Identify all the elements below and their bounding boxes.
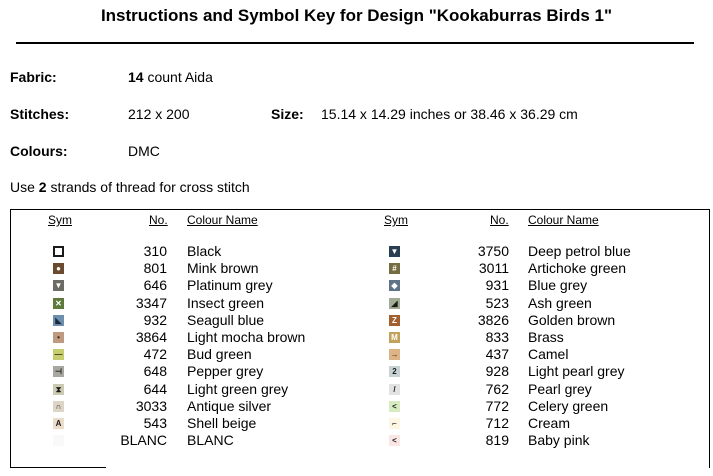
corner-icon: ⌐ bbox=[389, 418, 400, 429]
colour-number: 523 bbox=[485, 295, 509, 311]
strands-post: strands of thread for cross stitch bbox=[46, 179, 250, 195]
header-name-left: Colour Name bbox=[187, 213, 258, 227]
colour-number: 3033 bbox=[135, 398, 167, 414]
hourglass-icon: ⧗ bbox=[53, 384, 64, 395]
triangle-down-icon: ▼ bbox=[390, 247, 399, 256]
corner-triangle-icon: ◢ bbox=[389, 298, 400, 309]
colour-number: 712 bbox=[485, 415, 509, 431]
circle-icon: ● bbox=[53, 263, 64, 274]
colour-name: Golden brown bbox=[528, 312, 616, 328]
colour-number: BLANC bbox=[120, 432, 167, 448]
colour-name: Shell beige bbox=[187, 415, 257, 431]
colour-number: 437 bbox=[485, 346, 509, 362]
colour-name: Pepper grey bbox=[187, 363, 264, 379]
strands-instruction bbox=[10, 179, 250, 195]
colour-name: Seagull blue bbox=[187, 312, 265, 328]
blank-swatch-icon bbox=[53, 435, 64, 446]
colour-name: Light green grey bbox=[187, 381, 289, 397]
header-sym-left: Sym bbox=[48, 213, 72, 227]
colour-number: 543 bbox=[143, 415, 167, 431]
fabric-label: Fabric: bbox=[10, 69, 57, 85]
colour-number: 3750 bbox=[477, 243, 509, 259]
fabric-type: count Aida bbox=[143, 69, 213, 85]
tack-icon: ⊣ bbox=[53, 366, 64, 377]
strands-count: 2 bbox=[38, 179, 47, 195]
square-outline-icon bbox=[53, 246, 64, 257]
strands-pre: Use bbox=[10, 179, 39, 195]
symbol-key-bottom-rule bbox=[10, 467, 106, 468]
colour-name: Antique silver bbox=[187, 398, 272, 414]
corner-triangle-icon: ◣ bbox=[53, 315, 64, 326]
hash-icon: # bbox=[389, 263, 400, 274]
arrow-right-icon: → bbox=[390, 350, 399, 359]
colour-name: Insect green bbox=[187, 295, 265, 311]
title-divider bbox=[16, 42, 694, 44]
stitches-value: 212 x 200 bbox=[128, 106, 190, 122]
fabric-count: 14 bbox=[128, 69, 144, 85]
colour-name: Brass bbox=[528, 329, 564, 345]
arch-icon: ∩ bbox=[53, 401, 64, 412]
colour-number: 819 bbox=[485, 432, 509, 448]
less-than-icon: < bbox=[389, 401, 400, 412]
slash-icon: / bbox=[389, 384, 400, 395]
colour-name: Ash green bbox=[528, 295, 592, 311]
colour-name: Artichoke green bbox=[528, 260, 627, 276]
colour-name: Deep petrol blue bbox=[528, 243, 631, 259]
colour-name: Celery green bbox=[528, 398, 609, 414]
dot-icon: • bbox=[53, 332, 64, 343]
colour-number: 833 bbox=[485, 329, 509, 345]
colour-name: BLANC bbox=[187, 432, 234, 448]
colour-number: 932 bbox=[143, 312, 167, 328]
colour-number: 931 bbox=[485, 277, 509, 293]
stitches-label: Stitches: bbox=[10, 106, 70, 122]
colour-name: Camel bbox=[528, 346, 569, 362]
size-label: Size: bbox=[271, 106, 304, 122]
colour-name: Bud green bbox=[187, 346, 252, 362]
colour-number: 3011 bbox=[478, 260, 509, 276]
dash-icon: — bbox=[54, 350, 63, 359]
colour-name: Pearl grey bbox=[528, 381, 592, 397]
triangle-down-icon: ▼ bbox=[54, 281, 63, 290]
colour-name: Light pearl grey bbox=[528, 363, 625, 379]
colour-number: 772 bbox=[485, 398, 509, 414]
colour-number: 310 bbox=[143, 243, 167, 259]
header-name-right: Colour Name bbox=[528, 213, 599, 227]
header-sym-right: Sym bbox=[384, 213, 408, 227]
colour-number: 801 bbox=[143, 260, 167, 276]
cross-icon: ✕ bbox=[53, 298, 64, 309]
colour-number: 3864 bbox=[135, 329, 167, 345]
colour-number: 3826 bbox=[477, 312, 509, 328]
colour-number: 648 bbox=[143, 363, 167, 379]
size-value: 15.14 x 14.29 inches or 38.46 x 36.29 cm bbox=[321, 106, 578, 122]
colour-name: Cream bbox=[528, 415, 571, 431]
letter-m-icon: M bbox=[389, 332, 400, 343]
colour-name: Baby pink bbox=[528, 432, 590, 448]
colour-name: Blue grey bbox=[528, 277, 588, 293]
letter-z-icon: Z bbox=[389, 315, 400, 326]
colour-name: Light mocha brown bbox=[187, 329, 306, 345]
colour-name: Black bbox=[187, 243, 222, 259]
colours-label: Colours: bbox=[10, 143, 68, 159]
colour-name: Platinum grey bbox=[187, 277, 273, 293]
fabric-value bbox=[128, 69, 213, 85]
colour-number: 928 bbox=[485, 363, 509, 379]
colours-value: DMC bbox=[128, 143, 160, 159]
page-title: Instructions and Symbol Key for Design "Kookaburras Birds 1" bbox=[100, 6, 613, 25]
diamond-icon: ◆ bbox=[389, 280, 400, 291]
colour-number: 762 bbox=[485, 381, 509, 397]
colour-number: 644 bbox=[143, 381, 167, 397]
letter-a-icon: A bbox=[53, 418, 64, 429]
colour-number: 472 bbox=[143, 346, 167, 362]
colour-number: 646 bbox=[143, 277, 167, 293]
colour-number: 3347 bbox=[135, 295, 167, 311]
header-no-right: No. bbox=[490, 213, 509, 227]
colour-name: Mink brown bbox=[187, 260, 259, 276]
less-than-icon: < bbox=[389, 435, 400, 446]
digit-two-icon: 2 bbox=[389, 366, 400, 377]
header-no-left: No. bbox=[149, 213, 168, 227]
